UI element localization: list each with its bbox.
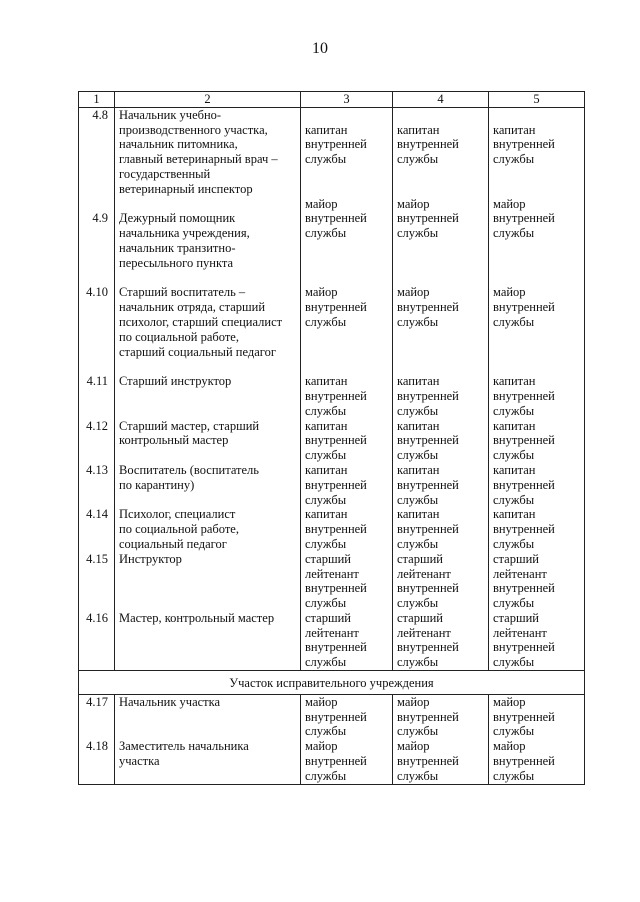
row-number: 4.11: [79, 359, 115, 418]
table-body-section: [79, 694, 585, 784]
rank-col-4: капитан внутренней службы: [393, 107, 489, 196]
rank-col-5: майор внутренней службы: [489, 694, 585, 739]
row-number: 4.18: [79, 739, 115, 784]
row-number: 4.17: [79, 694, 115, 739]
position-title: Начальник учебно- производственного участка, начальник питомника, главный ветеринарный врач – государственный ветеринарный инспектор: [115, 107, 301, 196]
rank-col-3: капитан внутренней службы: [301, 463, 393, 507]
table-row: [79, 271, 585, 360]
column-header: 1: [79, 92, 115, 108]
position-title: Старший инструктор: [115, 359, 301, 418]
rank-col-5: капитан внутренней службы: [489, 359, 585, 418]
rank-col-5: капитан внутренней службы: [489, 507, 585, 551]
rank-col-4: старший лейтенант внутренней службы: [393, 552, 489, 611]
table-body-main: [79, 107, 585, 670]
position-title: Начальник участка: [115, 694, 301, 739]
rank-col-3: майор внутренней службы: [301, 197, 393, 271]
column-header: 5: [489, 92, 585, 108]
rank-col-5: капитан внутренней службы: [489, 463, 585, 507]
table-row: [79, 197, 585, 271]
position-title: Инструктор: [115, 552, 301, 611]
table-row: [79, 107, 585, 196]
row-number: 4.13: [79, 463, 115, 507]
rank-col-3: старший лейтенант внутренней службы: [301, 552, 393, 611]
row-number: 4.16: [79, 611, 115, 671]
rank-col-5: майор внутренней службы: [489, 271, 585, 360]
rank-col-3: майор внутренней службы: [301, 739, 393, 784]
rank-col-3: майор внутренней службы: [301, 271, 393, 360]
row-number: 4.12: [79, 419, 115, 463]
rank-col-5: капитан внутренней службы: [489, 419, 585, 463]
row-number: 4.15: [79, 552, 115, 611]
rank-col-3: капитан внутренней службы: [301, 419, 393, 463]
rank-col-3: капитан внутренней службы: [301, 359, 393, 418]
table-row: [79, 463, 585, 507]
column-header: 2: [115, 92, 301, 108]
rank-col-4: капитан внутренней службы: [393, 463, 489, 507]
rank-col-5: старший лейтенант внутренней службы: [489, 552, 585, 611]
row-number: 4.8: [79, 107, 115, 196]
rank-col-3: старший лейтенант внутренней службы: [301, 611, 393, 671]
rank-col-5: капитан внутренней службы: [489, 107, 585, 196]
position-title: Воспитатель (воспитатель по карантину): [115, 463, 301, 507]
rank-col-3: капитан внутренней службы: [301, 507, 393, 551]
rank-col-4: майор внутренней службы: [393, 694, 489, 739]
row-number: 4.10: [79, 271, 115, 360]
position-title: Старший мастер, старший контрольный мастер: [115, 419, 301, 463]
position-title: Мастер, контрольный мастер: [115, 611, 301, 671]
rank-col-4: майор внутренней службы: [393, 739, 489, 784]
table-row: [79, 739, 585, 784]
position-title: Старший воспитатель – начальник отряда, старший психолог, старший специалист по социальной работе, старший социальный педагог: [115, 271, 301, 360]
rank-col-4: капитан внутренней службы: [393, 359, 489, 418]
table-row: [79, 507, 585, 551]
table-header-row: [79, 92, 585, 108]
table-row: [79, 419, 585, 463]
rank-col-5: старший лейтенант внутренней службы: [489, 611, 585, 671]
column-header: 4: [393, 92, 489, 108]
rank-col-3: майор внутренней службы: [301, 694, 393, 739]
page-number: 10: [312, 40, 328, 57]
position-title: Дежурный помощник начальника учреждения, начальник транзитно- пересыльного пункта: [115, 197, 301, 271]
table-row: [79, 359, 585, 418]
rank-col-5: майор внутренней службы: [489, 197, 585, 271]
rank-col-4: майор внутренней службы: [393, 271, 489, 360]
rank-col-5: майор внутренней службы: [489, 739, 585, 784]
section-row: [79, 671, 585, 695]
row-number: 4.9: [79, 197, 115, 271]
column-header: 3: [301, 92, 393, 108]
row-number: 4.14: [79, 507, 115, 551]
rank-col-4: капитан внутренней службы: [393, 419, 489, 463]
table-row: [79, 611, 585, 671]
table-row: [79, 552, 585, 611]
position-title: Психолог, специалист по социальной работе, социальный педагог: [115, 507, 301, 551]
rank-col-3: капитан внутренней службы: [301, 107, 393, 196]
rank-col-4: старший лейтенант внутренней службы: [393, 611, 489, 671]
table-row: [79, 694, 585, 739]
rank-col-4: капитан внутренней службы: [393, 507, 489, 551]
section-title: Участок исправительного учреждения: [79, 671, 585, 695]
rank-col-4: майор внутренней службы: [393, 197, 489, 271]
ranks-table: [78, 91, 585, 785]
position-title: Заместитель начальника участка: [115, 739, 301, 784]
